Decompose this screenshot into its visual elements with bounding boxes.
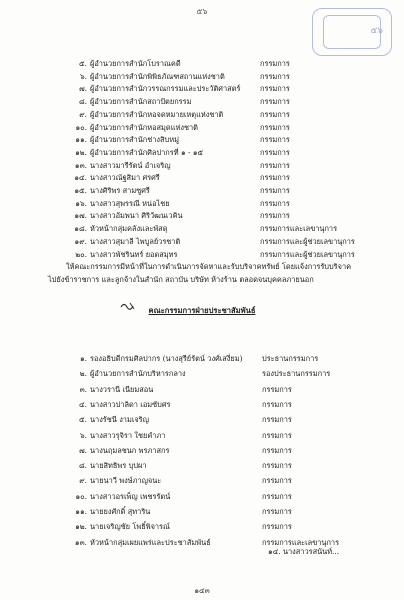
list-item [0, 430, 404, 442]
list-item [0, 147, 404, 159]
member-role: กรรมการ [262, 507, 292, 516]
list-item [0, 160, 404, 172]
member-name: นางศิริพร สามซูศรี [90, 186, 150, 195]
list-item [0, 122, 404, 134]
member-role: กรรมการ [260, 135, 290, 145]
member-role: กรรมการและผู้ช่วยเลขานุการ [260, 249, 355, 259]
member-name: นายยงศักดิ์ สุทาริน [90, 507, 151, 516]
member-name: นางสาวณัฐสิมา ศรศรี [90, 173, 160, 183]
member-role: กรรมการ [260, 122, 290, 132]
list-item [0, 414, 404, 426]
member-name: นายสิทธิพร บุปผา [90, 461, 147, 471]
member-name: ผู้อำนวยการสำนักสถาปัตยกรรม [90, 97, 192, 107]
member-role: กรรมการ [262, 476, 292, 486]
item-number: ๙. [79, 476, 87, 486]
item-number: ๑๑. [75, 135, 87, 145]
member-role: กรรมการ [260, 59, 290, 68]
item-number: ๑๐. [75, 122, 87, 132]
item-number: ๑๘. [74, 224, 87, 234]
item-number: ๑๙. [74, 236, 87, 246]
list-item [0, 71, 404, 83]
paragraph-line-1: ให้คณะกรรมการมีหน้าที่ในการดำเนินการจัดหาและรับบริจาคทรัพย์ โดยแจ้งการรับบริจาค [66, 262, 352, 271]
list-item [0, 445, 404, 457]
member-role: กรรมการ [260, 147, 290, 157]
member-name: นางสาวพัชรินทร์ ยอดสมุทร [90, 249, 178, 259]
member-role: กรรมการ [260, 97, 290, 107]
item-number: ๑๔. [74, 173, 87, 183]
list-item [0, 399, 404, 411]
member-name: หัวหน้ากลุ่มคลังและพัสดุ [90, 224, 168, 234]
paragraph-line-2: ไปยังข้าราชการ และลูกจ้างในสำนัก สถาบัน บริษัท ห้างร้าน ตลอดจนบุคคลภายนอก [48, 275, 314, 284]
member-name: นางสาวมารีรัตน์ อำเจริญ [90, 160, 171, 170]
member-role: รองประธานกรรมการ [262, 369, 331, 379]
member-name: นางสาวปาลิดา เอมซับศร [90, 399, 171, 409]
list-item [0, 236, 404, 248]
member-name: นางวรานี เนียมสอน [90, 384, 154, 394]
item-number: ๖. [79, 430, 87, 440]
member-role: กรรมการ [262, 384, 292, 394]
member-role: กรรมการและผู้ช่วยเลขานุการ [260, 236, 355, 246]
item-number: ๒. [79, 369, 87, 379]
list-item [0, 172, 404, 184]
member-name: ผู้อำนวยการสำนักหอจดหมายเหตุแห่งชาติ [90, 109, 224, 119]
item-number: ๘. [78, 97, 87, 107]
member-name: ผู้อำนวยการสำนักหอสมุดแห่งชาติ [90, 122, 198, 132]
member-role: กรรมการ [260, 173, 290, 183]
list-item [0, 353, 404, 365]
member-role: กรรมการ [262, 399, 292, 409]
stamp-mark: ๕๖ [370, 26, 383, 36]
member-role: กรรมการ [260, 71, 290, 81]
list-item [0, 537, 404, 549]
list-item [0, 96, 404, 108]
member-role: กรรมการ [262, 491, 292, 501]
page-number-bottom: ๑๔๓ [194, 586, 210, 595]
list-item [0, 475, 404, 487]
item-number: ๑๕. [74, 186, 87, 195]
member-name: ผู้อำนวยการสำนักวรรณกรรมและประวัติศาสตร์ [90, 84, 241, 94]
item-number: ๑๗. [74, 211, 87, 221]
list-item [0, 384, 404, 396]
list-item [0, 249, 404, 261]
member-role: กรรมการ [260, 198, 290, 208]
item-number: ๓. [79, 384, 87, 394]
member-name: นางรัชนี งามเจริญ [90, 415, 149, 425]
item-number: ๘. [78, 461, 87, 471]
member-name: นางสาวรุจิรา ใชยคำภา [90, 430, 166, 440]
member-name: นางนฤมลชนก พรภาสกร [90, 445, 170, 455]
item-number: ๑๖. [75, 198, 87, 208]
list-item [0, 521, 404, 533]
list-item [0, 210, 404, 222]
item-number: ๑๐. [75, 491, 87, 501]
member-role: กรรมการ [260, 160, 290, 170]
item-number: ๕. [79, 59, 87, 68]
member-role: กรรมการและเลขานุการ [260, 224, 338, 234]
instruction-paragraph [48, 260, 366, 286]
item-number: ๑๑. [75, 507, 87, 516]
member-name: ผู้อำนวยการสำนักศิลปากรที่ ๑ - ๑๕ [90, 147, 204, 157]
item-number: ๙. [79, 109, 87, 119]
item-number: ๑๒. [75, 522, 87, 532]
member-name: นางสาวสุพรรณี หน่อไชย [90, 198, 170, 208]
item-number: ๗. [79, 84, 87, 94]
member-role: กรรมการ [262, 461, 292, 471]
item-number: ๖. [79, 71, 87, 81]
list-item [0, 83, 404, 95]
item-number: ๑๒. [75, 147, 87, 157]
list-item [0, 506, 404, 518]
item-number: ๑๓. [74, 160, 87, 170]
continuation-marker: ๑๔. นางสาวรสนันท์... [268, 547, 340, 556]
member-name: ผู้อำนวยการสำนักโบราณคดี [90, 59, 181, 68]
member-role: กรรมการ [260, 186, 290, 195]
member-name: ผู้อำนวยการสำนักบริหารกลาง [90, 369, 186, 379]
member-name: หัวหน้ากลุ่มเผยแพร่และประชาสัมพันธ์ [90, 537, 211, 547]
member-role: กรรมการ [260, 109, 290, 119]
section-title: คณะกรรมการฝ่ายประชาสัมพันธ์ [148, 306, 256, 315]
member-role: กรรมการและเลขานุการ [262, 537, 340, 547]
member-name: ผู้อำนวยการสำนักพิพิธภัณฑสถานแห่งชาติ [90, 71, 225, 81]
item-number: ๑. [79, 354, 87, 363]
list-item [0, 460, 404, 472]
list-item [0, 223, 404, 235]
member-name: นางสาวอัมพนา ศิริวัฒนเวคิน [90, 211, 183, 221]
item-number: ๒๐. [75, 249, 87, 259]
member-role: กรรมการ [260, 211, 290, 221]
list-item [0, 368, 404, 380]
member-name: ผู้อำนวยการสำนักช่างสิบหมู่ [90, 135, 179, 145]
member-role: กรรมการ [262, 415, 292, 425]
list-item [0, 134, 404, 146]
list-item [0, 185, 404, 197]
member-name: นายนาวี พงษ์ภาญจนะ [90, 476, 162, 486]
item-number: ๗. [79, 445, 87, 455]
receipt-stamp [312, 8, 392, 56]
list-item [0, 491, 404, 503]
member-role: ประธานกรรมการ [262, 354, 319, 363]
list-item [0, 198, 404, 210]
member-role: กรรมการ [262, 522, 292, 532]
member-role: กรรมการ [260, 84, 290, 94]
item-number: ๑๓. [74, 537, 87, 547]
member-role: กรรมการ [262, 430, 292, 440]
member-name: นางสาวสุมาลี ไพบูลย์วรชาติ [90, 236, 181, 246]
item-number: ๔. [79, 399, 87, 409]
item-number: ๕. [79, 415, 87, 425]
list-item [0, 109, 404, 121]
member-name: รองอธิบดีกรมศิลปากร (นางสุรีย์รัตน์ วงศ์เสงี่ยม) [90, 354, 243, 363]
member-name: นางสาวอรเพ็ญ เพชรรัตน์ [90, 491, 171, 501]
member-role: กรรมการ [262, 445, 292, 455]
member-name: นายเจริญชัย โพธิ์พิจารณ์ [90, 522, 170, 532]
page-number-top: ๕๖ [196, 7, 208, 16]
list-item [0, 58, 404, 70]
